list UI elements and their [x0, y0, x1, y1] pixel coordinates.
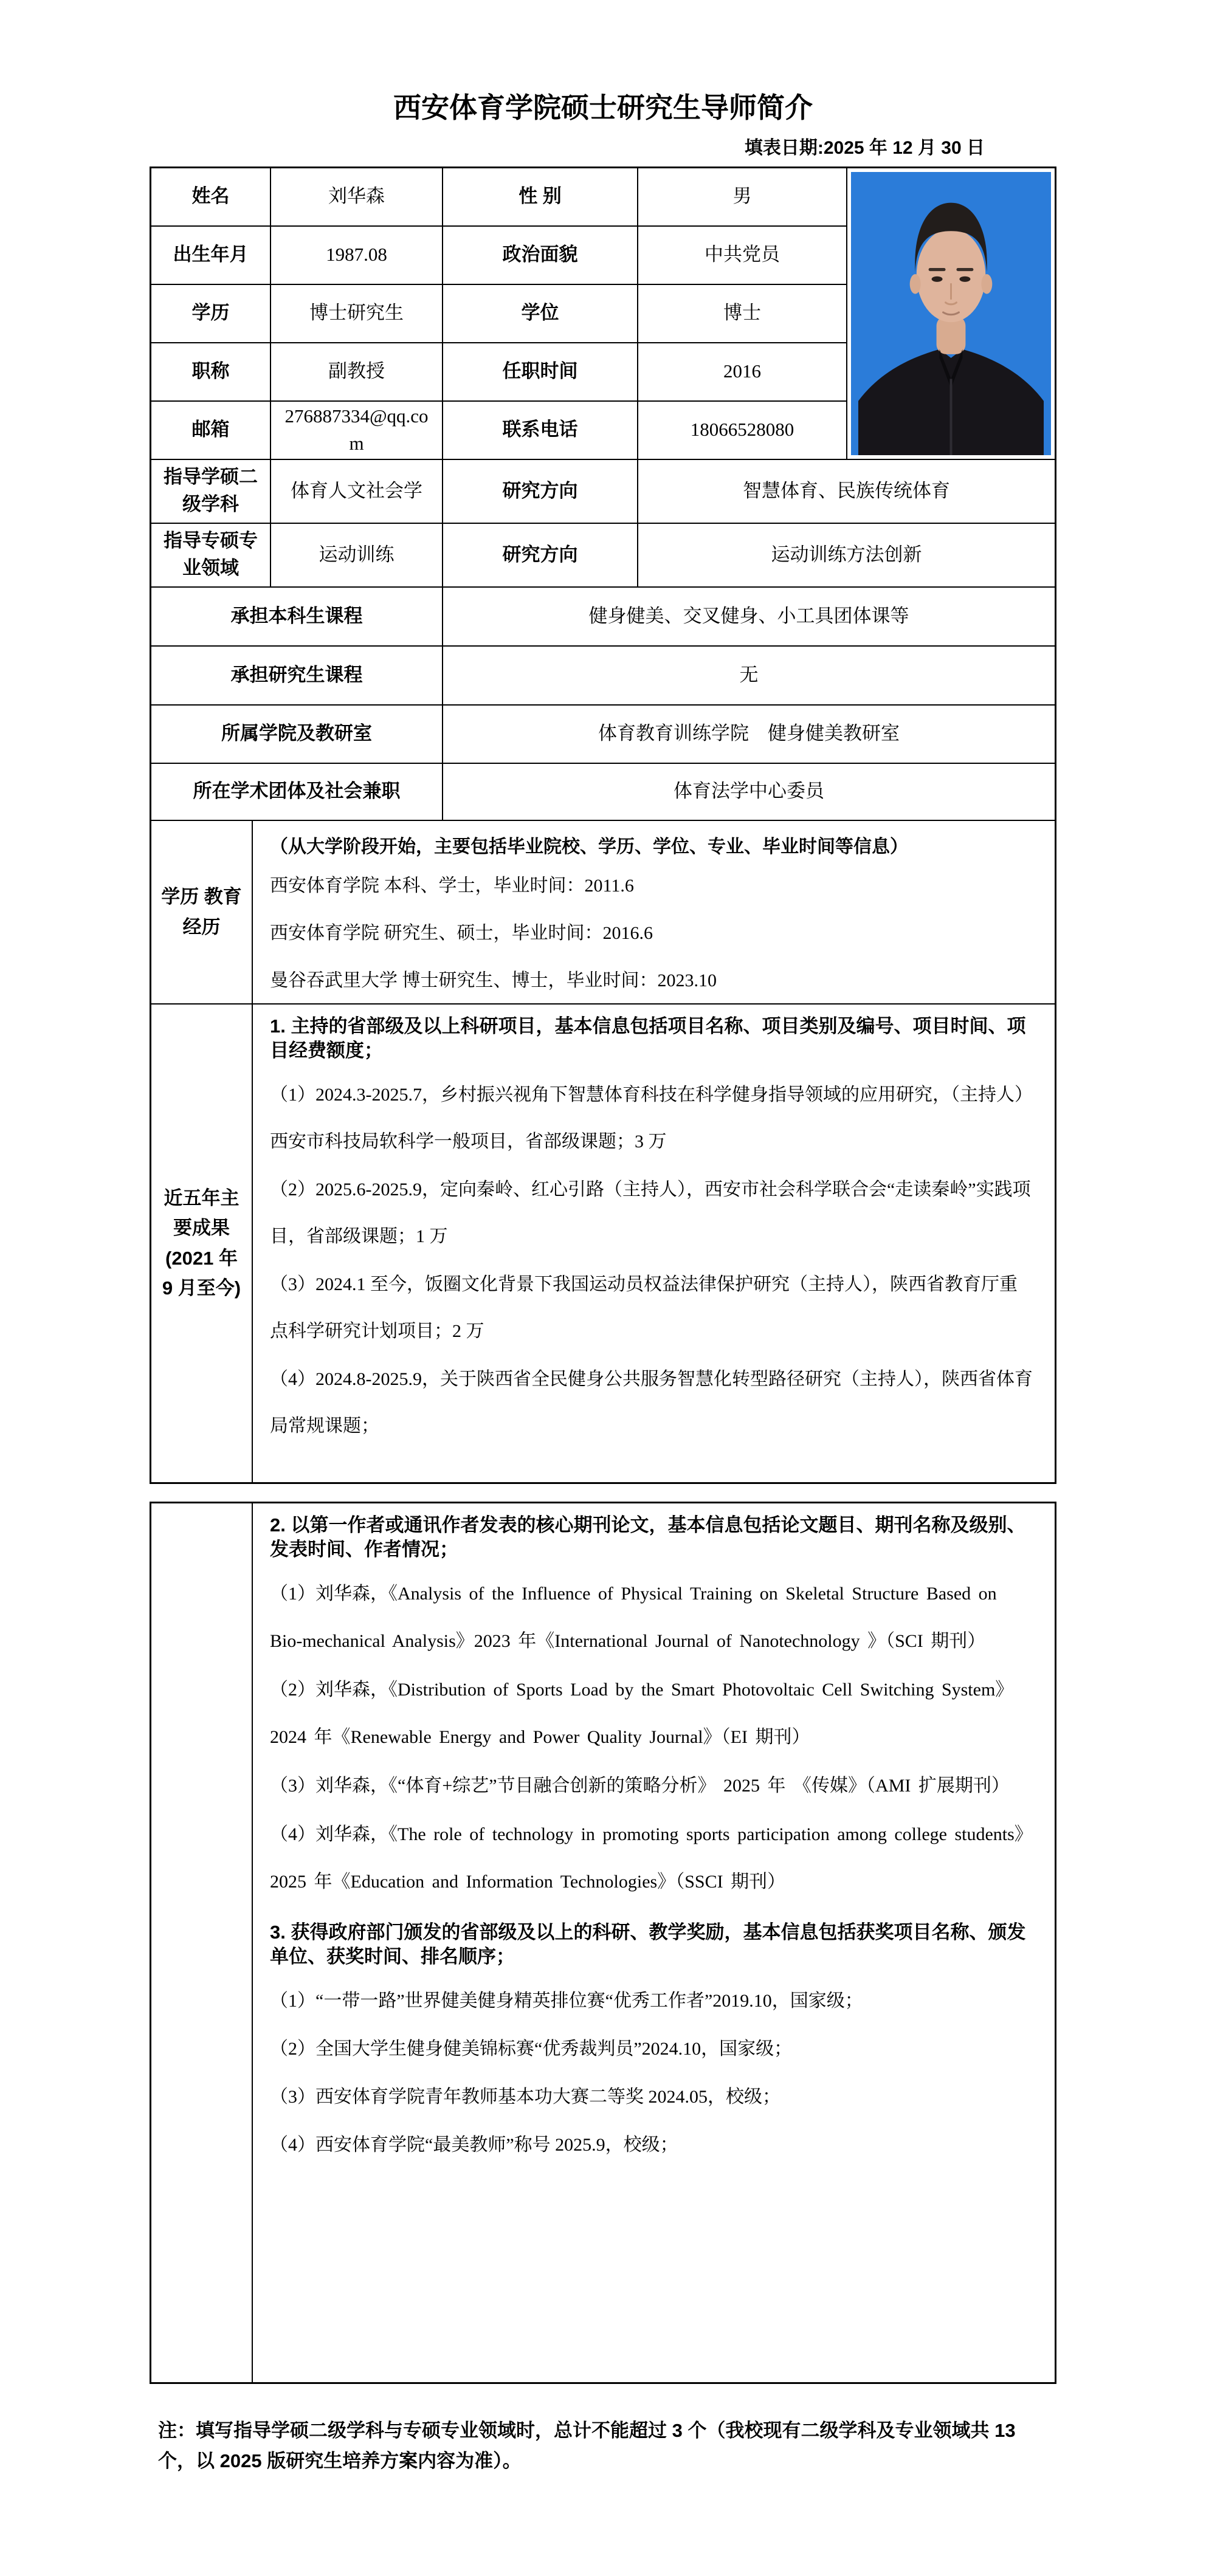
paper-item: （2）刘华森，《Distribution of Sports Load by the Smart Photovoltaic Cell Switching System》 2024 年《Renewable Energy and Power Quality Journal》（EI 期刊） — [270, 1679, 1014, 1747]
undergrad-courses-label: 承担本科生课程 — [151, 588, 443, 647]
academic-society-label: 所在学术团体及社会兼职 — [151, 764, 443, 821]
project-item: （4）2024.8-2025.9，关于陕西省全民健身公共服务智慧化转型路径研究（主持人），陕西省体育局常规课题； — [270, 1369, 1033, 1436]
email-label: 邮箱 — [151, 402, 271, 460]
education-history-line: 西安体育学院 本科、学士，毕业时间：2011.6 — [270, 875, 634, 896]
paper-item: （3）刘华森，《“体育+综艺”节目融合创新的策略分析》 2025 年 《传媒》（AMI 扩展期刊） — [270, 1775, 1010, 1796]
political-status-label: 政治面貌 — [443, 227, 638, 285]
achievements-label: 近五年主要成果(2021 年 9 月至今) — [151, 1005, 253, 1482]
phone-value: 18066528080 — [638, 402, 847, 460]
project-item: （2）2025.6-2025.9，定向秦岭、红心引路（主持人），西安市社会科学联合会“走读秦岭”实践项目，省部级课题；1 万 — [270, 1179, 1031, 1246]
phone-label: 联系电话 — [443, 402, 638, 460]
academic-society-value: 体育法学中心委员 — [443, 764, 1055, 821]
graduate-courses-label: 承担研究生课程 — [151, 647, 443, 706]
school-office-value: 体育教育训练学院 健身健美教研室 — [443, 706, 1055, 764]
education-history-line: 曼谷吞武里大学 博士研究生、博士，毕业时间：2023.10 — [270, 970, 717, 991]
publications-awards-table — [150, 1502, 1056, 2384]
projects-section-heading: 1. 主持的省部级及以上科研项目，基本信息包括项目名称、项目类别及编号、项目时间、项目经费额度； — [270, 1015, 1026, 1061]
gender-label: 性 别 — [443, 168, 638, 227]
paper-item: （1）刘华森，《Analysis of the Influence of Physical Training on Skeletal Structure Based on Bio-mechanical Analysis》2023 年《International Journal of Nanotechnology 》（SCI 期刊） — [270, 1583, 997, 1651]
education-history-line: 西安体育学院 研究生、硕士，毕业时间：2016.6 — [270, 922, 653, 943]
profile-table — [150, 167, 1056, 1484]
education-history-hint: （从大学阶段开始，主要包括毕业院校、学历、学位、专业、毕业时间等信息） — [270, 836, 908, 857]
email-text: 276887334@qq.com — [284, 405, 429, 454]
achievements-content — [253, 1005, 1055, 1482]
political-status-value: 中共党员 — [638, 227, 847, 285]
research-direction-1-label: 研究方向 — [443, 460, 638, 524]
basic-info-grid — [151, 168, 1055, 821]
publications-awards-content — [253, 1503, 1055, 2382]
undergrad-courses-value: 健身健美、交叉健身、小工具团体课等 — [443, 588, 1055, 647]
education-history-row — [151, 821, 1055, 1005]
birthdate-value: 1987.08 — [271, 227, 443, 285]
award-item: （2）全国大学生健身健美锦标赛“优秀裁判员”2024.10，国家级； — [270, 2038, 793, 2059]
page-title: 西安体育学院硕士研究生导师简介 — [393, 92, 813, 123]
academic-master-discipline-label: 指导学硕二级学科 — [151, 460, 271, 524]
birthdate-label: 出生年月 — [151, 227, 271, 285]
research-direction-2-label: 研究方向 — [443, 524, 638, 588]
project-item: （1）2024.3-2025.7，乡村振兴视角下智慧体育科技在科学健身指导领域的应用研究，（主持人）西安市科技局软科学一般项目，省部级课题；3 万 — [270, 1084, 1033, 1152]
portrait-photo-frame — [851, 172, 1051, 455]
education-history-label: 学历 教育 经历 — [151, 821, 253, 1005]
research-direction-1-value: 智慧体育、民族传统体育 — [638, 460, 1055, 524]
title-rank-label: 职称 — [151, 343, 271, 402]
research-direction-2-value: 运动训练方法创新 — [638, 524, 1055, 588]
school-office-label: 所属学院及教研室 — [151, 706, 443, 764]
photo-person-illustration — [851, 172, 1051, 455]
publications-awards-grid — [151, 1503, 1055, 2382]
portrait-photo — [847, 168, 1055, 460]
award-item: （4）西安体育学院“最美教师”称号 2025.9，校级； — [270, 2134, 678, 2155]
award-item: （3）西安体育学院青年教师基本功大赛二等奖 2024.05，校级； — [270, 2086, 780, 2107]
award-item: （1）“一带一路”世界健美健身精英排位赛“优秀工作者”2019.10，国家级； — [270, 1990, 863, 2011]
gender-value: 男 — [638, 168, 847, 227]
papers-section-heading: 2. 以第一作者或通讯作者发表的核心期刊论文，基本信息包括论文题目、期刊名称及级别、发表时间、作者情况； — [270, 1514, 1026, 1560]
degree-value: 博士 — [638, 285, 847, 343]
appointment-time-value: 2016 — [638, 343, 847, 402]
paper-item: （4）刘华森，《The role of technology in promoting sports participation among college students》 2025 年《Education and Information Technologies》（SSCI 期刊） — [270, 1824, 1033, 1892]
fill-date: 填表日期:2025 年 12 月 30 日 — [744, 137, 985, 158]
graduate-courses-value: 无 — [443, 647, 1055, 706]
professional-master-field-label: 指导专硕专业领域 — [151, 524, 271, 588]
education-level-value: 博士研究生 — [271, 285, 443, 343]
appointment-time-label: 任职时间 — [443, 343, 638, 402]
document-page — [150, 0, 1056, 2476]
name-value: 刘华森 — [271, 168, 443, 227]
academic-master-discipline-value: 体育人文社会学 — [271, 460, 443, 524]
awards-section-heading: 3. 获得政府部门颁发的省部级及以上的科研、教学奖励，基本信息包括获奖项目名称、颁发单位、获奖时间、排名顺序； — [270, 1921, 1026, 1967]
professional-master-field-value: 运动训练 — [271, 524, 443, 588]
title-rank-value: 副教授 — [271, 343, 443, 402]
publications-awards-spacer-column — [151, 1503, 253, 2382]
education-level-label: 学历 — [151, 285, 271, 343]
project-item: （3）2024.1 至今，饭圈文化背景下我国运动员权益法律保护研究（主持人），陕西省教育厅重点科学研究计划项目；2 万 — [270, 1274, 1018, 1341]
degree-label: 学位 — [443, 285, 638, 343]
email-value — [271, 402, 443, 460]
achievements-row — [151, 1005, 1055, 1482]
education-history-content — [253, 821, 1055, 1005]
name-label: 姓名 — [151, 168, 271, 227]
footnote: 注：填写指导学硕二级学科与专硕专业领域时，总计不能超过 3 个（我校现有二级学科及专业领域共 13 个，以 2025 版研究生培养方案内容为准）。 — [158, 2419, 1016, 2471]
